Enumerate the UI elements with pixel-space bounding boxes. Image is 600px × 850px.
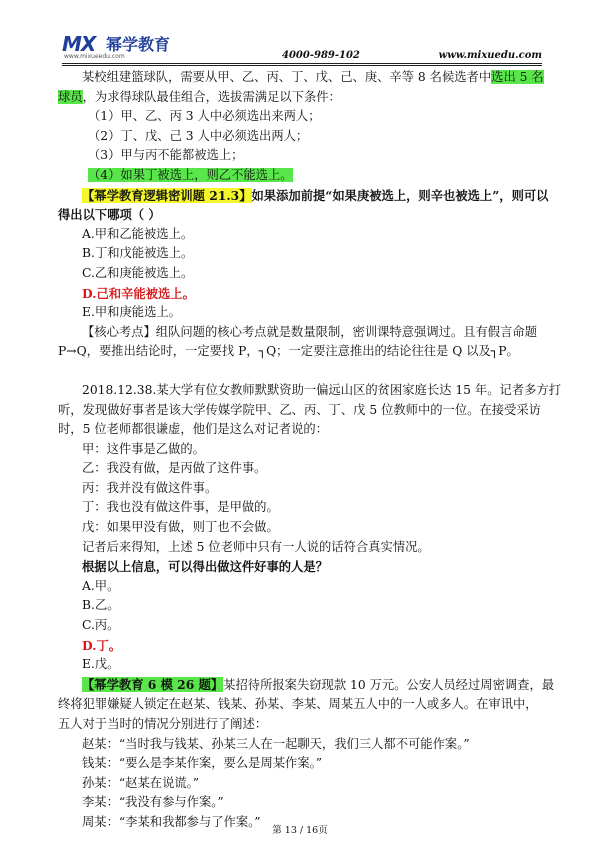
q1-highlight-2: 球员 (58, 89, 83, 104)
page-number: 第 13 / 16页 (272, 825, 328, 836)
q3-statement-5: 周某：“李某和我都参与了作案。” (82, 814, 261, 829)
brand-name: 幂学教育 (106, 35, 171, 54)
q3-statement-4: 李某：“我没有参与作案。” (82, 795, 224, 810)
q2-option-d-answer: D.丁。 (82, 637, 122, 653)
q3-intro-line-2: 终将犯罪嫌疑人锁定在赵某、钱某、孙某、李某、周某五人中的一人或多人。在审讯中， (58, 697, 538, 712)
q1-question-line-2: 得出以下哪项（ ） (58, 207, 161, 223)
q3-statement-1: 赵某：“当时我与钱某、孙某三人在一起聊天，我们三人都不可能作案。” (82, 736, 470, 751)
header-divider (62, 63, 542, 64)
q2-statement-1: 甲：这件事是乙做的。 (82, 441, 205, 456)
q2-question: 根据以上信息，可以得出做这件好事的人是？ (82, 559, 328, 575)
header-website: www.mixuedu.com (438, 50, 542, 61)
q2-option-e: E.戊。 (82, 657, 120, 672)
q1-condition-4: （4）如果丁被选上，则乙不能选上。 (88, 167, 293, 182)
q1-question-line-1: 【幂学教育逻辑密训题 21.3】如果添加前提“如果庚被选上，则辛也被选上”，则可以 (82, 187, 549, 203)
document-body (58, 68, 561, 833)
q2-option-c: C.丙。 (82, 618, 120, 633)
q1-intro-line-1: 某校组建篮球队，需要从甲、乙、丙、丁、戊、己、庚、辛等 8 名候选者中选出 5 名 (82, 70, 544, 84)
q3-statement-3: 孙某：“赵某在说谎。” (82, 775, 200, 790)
page-header (62, 30, 542, 64)
q1-intro-line-2: 球员，为求得球队最佳组合，选拔需满足以下条件： (58, 89, 341, 104)
q3-statement-2: 钱某：“要么是李某作案，要么是周某作案。” (82, 756, 323, 771)
q2-intro-line-2: 听，发现做好事者是该大学传媒学院甲、乙、丙、丁、戊 5 位教师中的一位。在接受采访 (58, 402, 541, 417)
q1-note-line-2: P→Q，要推出结论时，一定要找 P，┐Q；一定要注意推出的结论往往是 Q 以及┐P。 (58, 344, 519, 359)
q2-statement-2: 乙：我没有做，是丙做了这件事。 (82, 461, 267, 476)
q1-condition-2: （2）丁、戊、己 3 人中必须选出两人； (88, 128, 309, 143)
q1-condition-1: （1）甲、乙、丙 3 人中必须选出来两人； (88, 109, 321, 124)
q3-source-tag: 【幂学教育 6 模 26 题】 (82, 676, 224, 692)
q2-option-b: B.乙。 (82, 598, 120, 613)
brand-logo: MX (62, 32, 96, 56)
q3-intro-line-1: 【幂学教育 6 模 26 题】某招待所报案失窃现款 10 万元。公安人员经过周密调查，最 (82, 676, 555, 692)
q3-intro-line-3: 五人对于当时的情况分别进行了阐述： (58, 717, 268, 731)
q1-option-e: E.甲和庚能选上。 (82, 305, 181, 320)
q1-note-line-1: 【核心考点】组队问题的核心考点就是数量限制，密训课特意强调过。且有假言命题 (82, 324, 537, 339)
q2-statement-4: 丁：我也没有做这件事，是甲做的。 (82, 500, 279, 515)
brand-url: www.mixueedu.com (64, 53, 125, 60)
q2-fact: 记者后来得知，上述 5 位老师中只有一人说的话符合真实情况。 (82, 539, 430, 554)
q2-option-a: A.甲。 (82, 578, 120, 593)
q2-intro-line-1: 2018.12.38.某大学有位女教师默默资助一偏远山区的贫困家庭长达 15 年。记者多方打 (82, 382, 561, 397)
q1-option-c: C.乙和庚能被选上。 (82, 265, 194, 280)
header-phone: 4000-989-102 (282, 50, 360, 61)
q1-option-d-answer: D.己和辛能被选上。 (82, 285, 195, 301)
q2-statement-3: 丙：我并没有做这件事。 (82, 480, 218, 495)
q1-condition-3: （3）甲与丙不能都被选上； (88, 148, 244, 163)
q2-statement-5: 戊：如果甲没有做，则丁也不会做。 (82, 520, 279, 535)
q1-option-b: B.丁和戊能被选上。 (82, 246, 194, 261)
header-divider-2 (62, 65, 542, 66)
q1-option-a: A.甲和乙能被选上。 (82, 226, 194, 241)
q1-highlight: 选出 5 名 (491, 70, 544, 84)
q1-source-tag: 【幂学教育逻辑密训题 21.3】 (82, 187, 252, 203)
q2-intro-line-3: 时，5 位老师都很谦虚，他们是这么对记者说的： (58, 422, 328, 437)
